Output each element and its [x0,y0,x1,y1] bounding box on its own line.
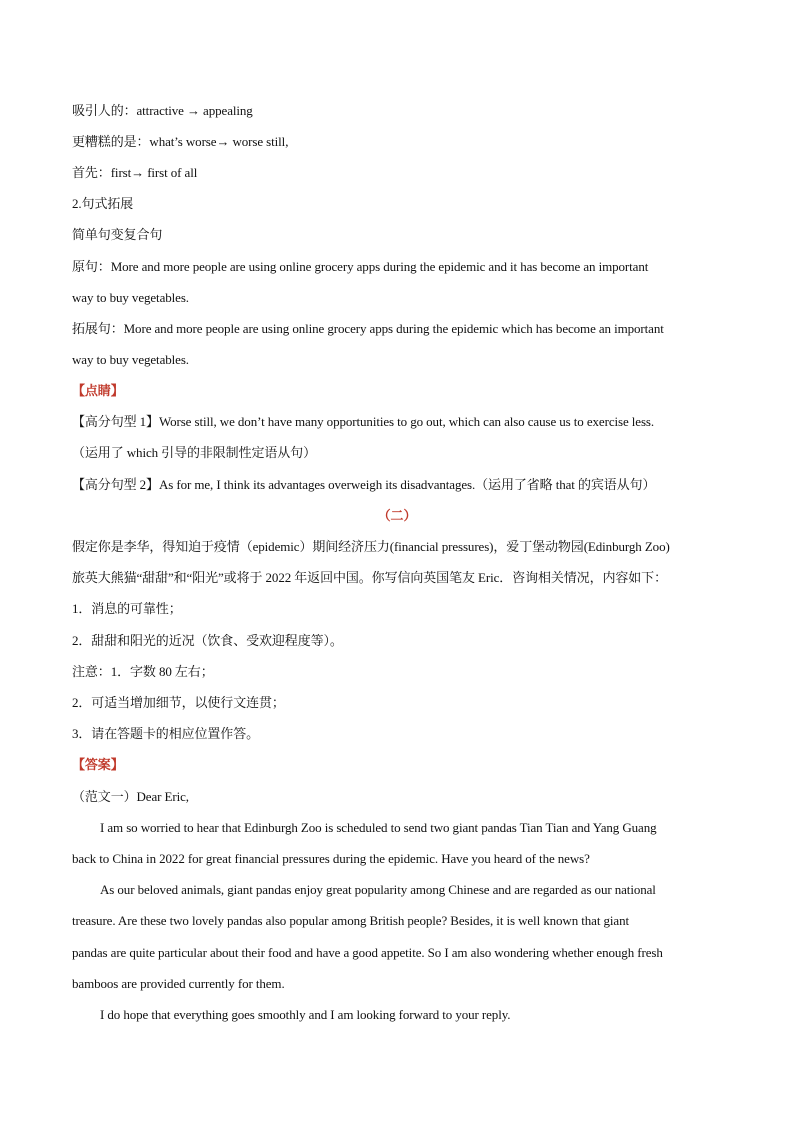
letter-line-6: bamboos are provided currently for them. [72,976,285,991]
letter-line-1: I am so worried to hear that Edinburgh Zoo is scheduled to send two giant pandas Tian Tian and Yang Guang [100,820,657,835]
letter-line-4: treasure. Are these two lovely pandas also popular among British people? Besides, it is well known that giant [72,913,630,928]
letter-line-5: pandas are quite particular about their food and have a good appetite. So I am also wondering whether enough fresh [72,945,663,960]
high-score-pattern-1: 【高分句型 1】Worse still, we don’t have many opportunities to go out, which can also cause us to exercise less. [72,414,655,429]
original-sentence-line1: 原句：More and more people are using online grocery apps during the epidemic and it has become an important [72,259,649,274]
section-two-title: （二） [377,508,417,523]
vocab-line-first-of-all: 首先：first→ first of all [72,165,198,180]
sentence-expansion-heading: 2.句式拓展 [72,196,134,211]
letter-line-7: I do hope that everything goes smoothly and I am looking forward to your reply. [100,1007,511,1022]
note-line-2: 2．可适当增加细节，以使行文连贯； [72,695,285,710]
prompt-line-2: 旅英大熊猫“甜甜”和“阳光”或将于 2022 年返回中国。你写信向英国笔友 Eric．咨询相关情况，内容如下： [72,570,667,585]
letter-greeting: （范文一）Dear Eric, [72,789,189,804]
prompt-item-2: 2．甜甜和阳光的近况（饮食、受欢迎程度等）。 [72,633,343,648]
note-line-3: 3．请在答题卡的相应位置作答。 [72,726,260,741]
expanded-sentence-line1: 拓展句：More and more people are using online grocery apps during the epidemic which has become an important [72,321,664,336]
prompt-line-1: 假定你是李华，得知迫于疫情（epidemic）期间经济压力(financial pressures)，爱丁堡动物园(Edinburgh Zoo) [72,539,670,554]
expanded-sentence-line2: way to buy vegetables. [72,352,189,367]
high-score-pattern-1-note: （运用了 which 引导的非限制性定语从句） [72,445,316,460]
vocab-line-worse-still: 更糟糕的是：what’s worse→ worse still, [72,134,289,149]
vocab-line-appealing: 吸引人的：attractive → appealing [72,103,253,118]
original-sentence-line2: way to buy vegetables. [72,290,189,305]
letter-line-3: As our beloved animals, giant pandas enjoy great popularity among Chinese and are regarded as our national [100,882,656,897]
sentence-expansion-subheading: 简单句变复合句 [72,227,163,242]
dianjing-label: 【点睛】 [72,383,124,398]
high-score-pattern-2: 【高分句型 2】As for me, I think its advantages overweigh its disadvantages.（运用了省略 that 的宾语从句） [72,477,656,492]
prompt-item-1: 1．消息的可靠性； [72,601,182,616]
letter-line-2: back to China in 2022 for great financial pressures during the epidemic. Have you heard of the news? [72,851,590,866]
note-line-1: 注意：1．字数 80 左右； [72,664,214,679]
answer-label: 【答案】 [72,757,124,772]
